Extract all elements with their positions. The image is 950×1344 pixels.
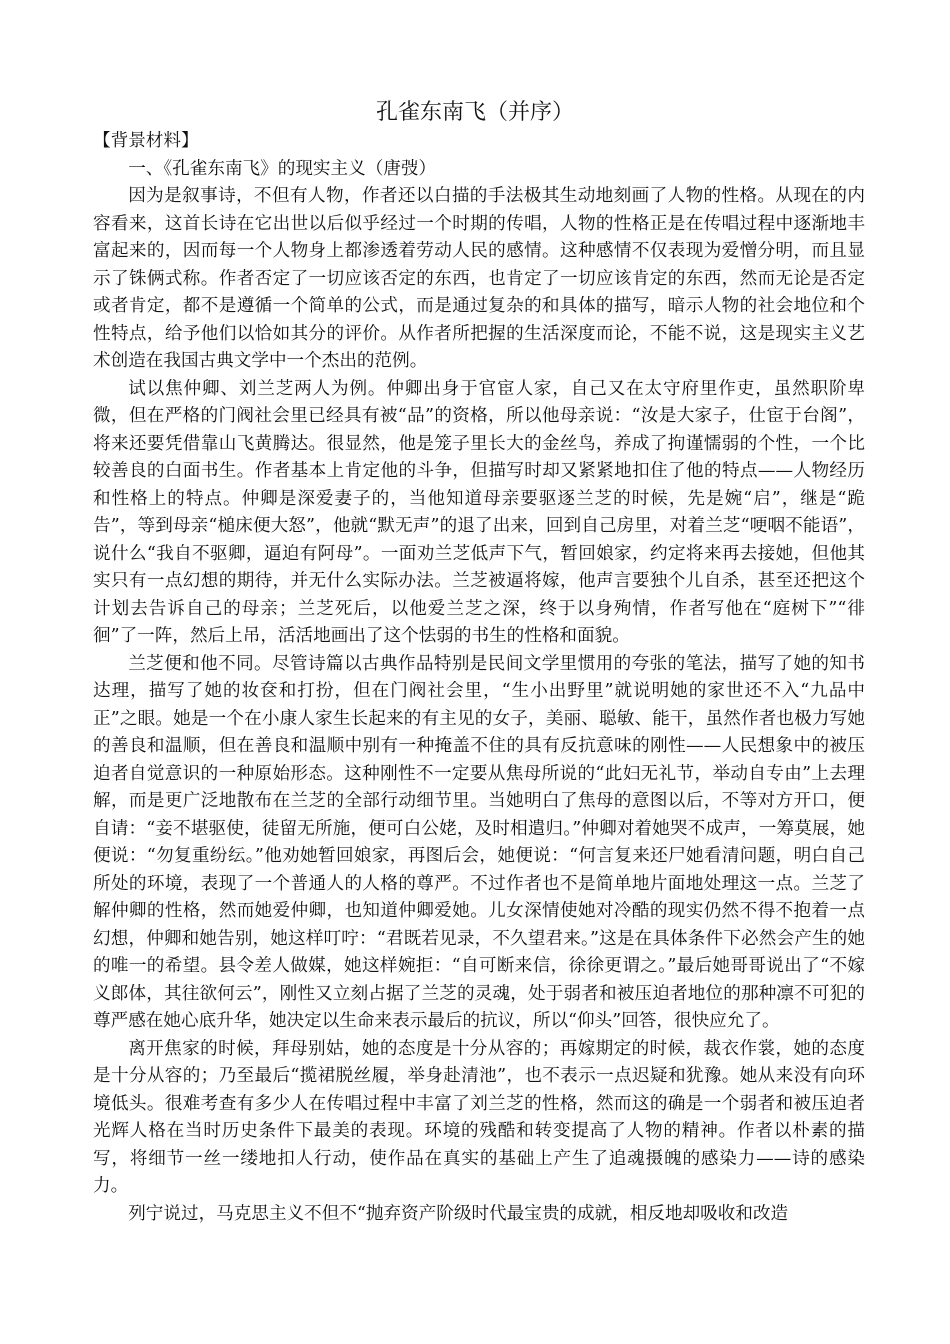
document-body — [93, 128, 865, 1228]
paragraph-2: 试以焦仲卿、刘兰芝两人为例。仲卿出身于官宦人家，自己又在太守府里作吏，虽然职阶卑微，但在严格的门阀社会里已经具有被“品”的资格，所以他母亲说：“汝是大家子，仕宦于台阁”，将来还要凭借靠山飞黄腾达。很显然，他是笼子里长大的金丝鸟，养成了拘谨懦弱的个性，一个比较善良的白面书生。作者基本上肯定他的斗争，但描写时却又紧紧地扣住了他的特点——人物经历和性格上的特点。仲卿是深爱妻子的，当他知道母亲要驱逐兰芝的时候，先是婉“启”，继是“跪告”，等到母亲“槌床便大怒”，他就“默无声”的退了出来，回到自己房里，对着兰芝“哽咽不能语”，说什么“我自不驱卿，逼迫有阿母”。一面劝兰芝低声下气，暂回娘家，约定将来再去接她，但他其实只有一点幻想的期待，并无什么实际办法。兰芝被逼将嫁，他声言要独个儿自杀，甚至还把这个计划去告诉自己的母亲；兰芝死后，以他爱兰芝之深，终于以身殉情，作者写他在“庭树下”“徘徊”了一阵，然后上吊，活活地画出了这个怯弱的书生的性格和面貌。 — [93, 378, 865, 646]
section-label: 【背景材料】 — [93, 131, 199, 151]
document-title: 孔雀东南飞（并序） — [375, 100, 574, 125]
paragraph-3: 兰芝便和他不同。尽管诗篇以古典作品特别是民间文学里惯用的夸张的笔法，描写了她的知书达理，描写了她的妆奁和打扮，但在门阀社会里，“生小出野里”就说明她的家世还不入“九品中正”之眼。她是一个在小康人家生长起来的有主见的女子，美丽、聪敏、能干，虽然作者也极力写她的善良和温顺，但在善良和温顺中别有一种掩盖不住的具有反抗意味的刚性——人民想象中的被压迫者自觉意识的一种原始形态。这种刚性不一定要从焦母所说的“此妇无礼节，举动自专由”上去理解，而是更广泛地散布在兰芝的全部行动细节里。当她明白了焦母的意图以后，不等对方开口，便自请：“妾不堪驱使，徒留无所施，便可白公姥，及时相遣归。”仲卿对着她哭不成声，一筹莫展，她便说：“勿复重纷纭。”他劝她暂回娘家，再图后会，她便说：“何言复来还尸她看清问题，明白自己所处的环境，表现了一个普通人的人格的尊严。不过作者也不是简单地片面地处理这一点。兰芝了解仲卿的性格，然而她爱仲卿，也知道仲卿爱她。儿女深情使她对冷酷的现实仍然不得不抱着一点幻想，仲卿和她告别，她这样叮咛：“君既若见录，不久望君来。”这是在具体条件下必然会产生的她的唯一的希望。县令差人做媒，她这样婉拒：“自可断来信，徐徐更谓之。”最后她哥哥说出了“不嫁义郎体，其往欲何云”，刚性又立刻占据了兰芝的灵魂，处于弱者和被压迫者地位的那种凛不可犯的尊严感在她心底升华，她决定以生命来表示最后的抗议，所以“仰头”回答，很快应允了。 — [93, 653, 865, 1031]
paragraph-4: 离开焦家的时候，拜母别姑，她的态度是十分从容的；再嫁期定的时候，裁衣作裳，她的态度是十分从容的；乃至最后“揽裙脱丝履，举身赴清池”，也不表示一点迟疑和犹豫。她从来没有向环境低头。很难考查有多少人在传唱过程中丰富了刘兰芝的性格，然而这的确是一个弱者和被压迫者光辉人格在当时历史条件下最美的表现。环境的残酷和转变提高了人物的精神。作者以朴素的描写，将细节一丝一缕地扣人行动，使作品在真实的基础上产生了追魂摄魄的感染力——诗的感染力。 — [93, 1038, 865, 1196]
paragraph-1: 因为是叙事诗，不但有人物，作者还以白描的手法极其生动地刻画了人物的性格。从现在的内容看来，这首长诗在它出世以后似乎经过一个时期的传唱，人物的性格正是在传唱过程中逐渐地丰富起来的，因而每一个人物身上都渗透着劳动人民的感情。这种感情不仅表现为爱憎分明，而且显示了铢俩式称。作者否定了一切应该否定的东西，也肯定了一切应该肯定的东西，然而无论是否定或者肯定，都不是遵循一个简单的公式，而是通过复杂的和具体的描写，暗示人物的社会地位和个性特点，给予他们以恰如其分的评价。从作者所把握的生活深度而论，不能不说，这是现实主义艺术创造在我国古典文学中一个杰出的范例。 — [93, 186, 865, 371]
subheading: 一、《孔雀东南飞》的现实主义（唐弢） — [128, 158, 437, 179]
paragraph-5: 列宁说过，马克思主义不但不“抛弃资产阶级时代最宝贵的成就，相反地却吸收和改造 — [128, 1203, 789, 1224]
